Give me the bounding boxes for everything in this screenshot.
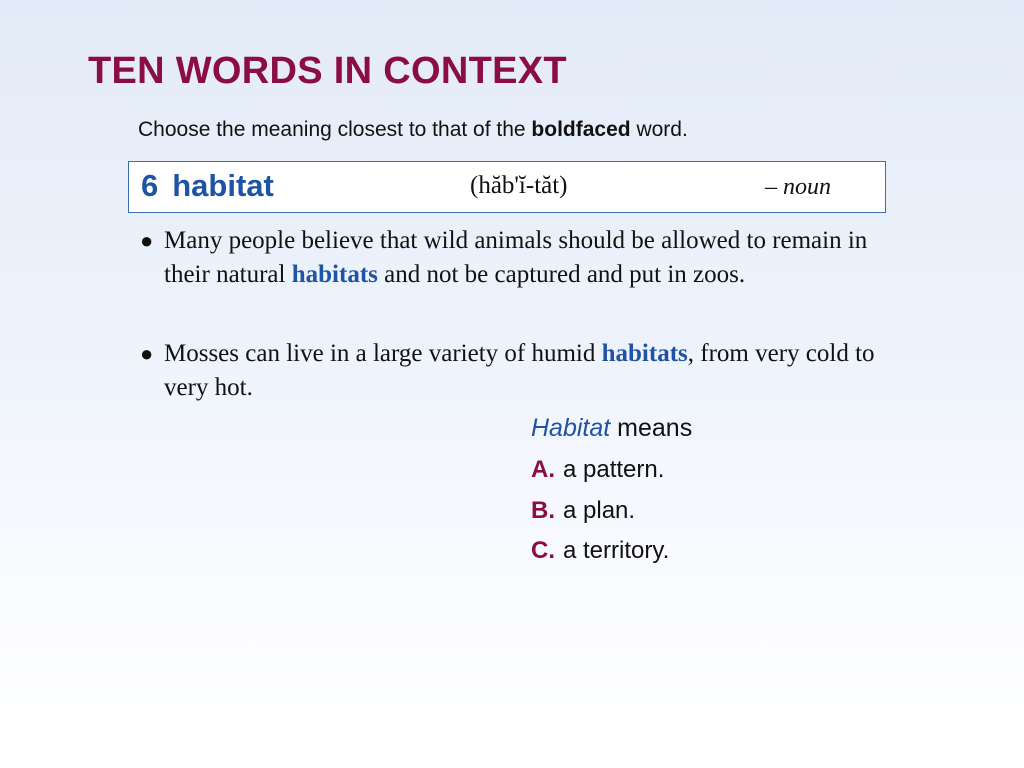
bullet-icon: ● — [140, 228, 154, 253]
choice-a[interactable] — [531, 456, 664, 484]
choice-letter: B. — [531, 497, 555, 524]
bullet-icon: ● — [140, 341, 154, 366]
choice-letter: A. — [531, 456, 555, 483]
choice-letter: C. — [531, 537, 555, 564]
example-sentence-2 — [140, 337, 900, 405]
pos-dash: – — [765, 174, 783, 200]
choice-c[interactable] — [531, 537, 669, 565]
sentence-before: Many people believe that wild animals should be allowed to remain in their natural — [164, 227, 868, 288]
question-term: Habitat — [531, 414, 611, 442]
sentence-bold-word: habitats — [601, 340, 688, 367]
sentence-text — [140, 224, 900, 292]
part-of-speech — [765, 174, 831, 201]
question-means: means — [610, 414, 693, 442]
pos-word: noun — [783, 174, 831, 200]
slide-title: TEN WORDS IN CONTEXT — [88, 50, 567, 92]
sentence-before: Mosses can live in a large variety of humid — [164, 340, 602, 367]
example-sentence-1 — [140, 224, 900, 292]
sentence-text — [140, 337, 900, 405]
choice-text: a pattern. — [563, 456, 665, 483]
choice-b[interactable] — [531, 497, 635, 525]
choice-text: a plan. — [563, 497, 636, 524]
instruction-before: Choose the meaning closest to that of the — [138, 118, 532, 141]
word-number: 6 — [141, 168, 159, 203]
word-pronunciation: (hăb'ĭ-tăt) — [470, 172, 568, 199]
choice-text: a territory. — [563, 537, 670, 564]
word-term: habitat — [172, 168, 274, 203]
sentence-after: , from very cold to very hot. — [164, 340, 875, 401]
word-entry — [141, 168, 274, 204]
instruction-bold: boldfaced — [531, 118, 631, 141]
sentence-bold-word: habitats — [291, 261, 378, 288]
sentence-after: and not be captured and put in zoos. — [377, 261, 746, 288]
instruction-text — [138, 118, 688, 142]
instruction-after: word. — [630, 118, 688, 141]
question-prompt — [531, 414, 692, 443]
vocabulary-word-box — [128, 161, 886, 213]
